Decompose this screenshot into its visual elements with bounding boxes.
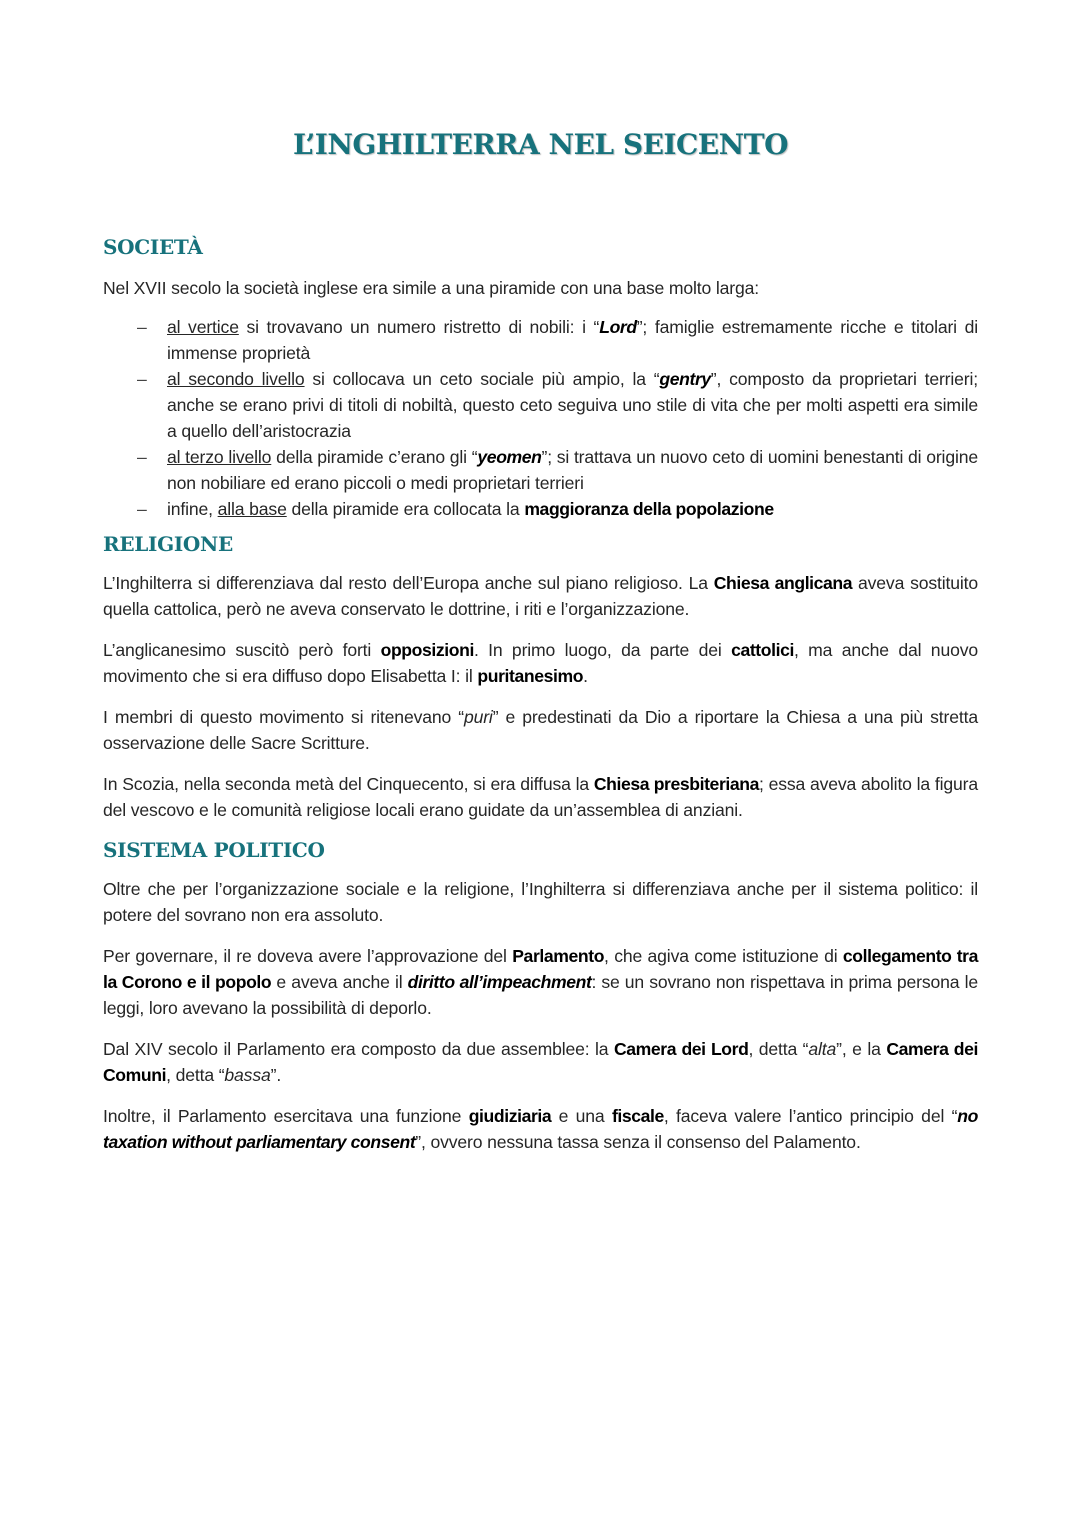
bold-italic-term: no taxation without parliamentary consent	[103, 1106, 978, 1152]
list-item	[103, 496, 978, 522]
text-run: ”, e la	[836, 1039, 887, 1059]
text-run: I membri di questo movimento si ritenevano “	[103, 707, 464, 727]
bold-term: fiscale	[611, 1106, 664, 1126]
bold-term: Camera dei Comuni	[103, 1039, 978, 1085]
bold-italic-term: Lord	[599, 317, 637, 337]
text-run: ”; famiglie estremamente ricche e titolari di immense proprietà	[167, 317, 978, 363]
text-run: , detta “	[748, 1039, 809, 1059]
text-run: L’anglicanesimo suscitò però forti	[103, 640, 381, 660]
italic-term: alta	[808, 1039, 837, 1059]
text-run: della piramide era collocata la	[286, 499, 525, 519]
bold-term: puritanesimo	[477, 666, 584, 686]
text-run: e aveva anche il	[271, 972, 408, 992]
bold-term: cattolici	[731, 640, 794, 660]
text-run: della piramide c’erano gli “	[271, 447, 478, 467]
bold-term: Chiesa anglicana	[713, 573, 853, 593]
paragraph	[103, 1036, 978, 1088]
paragraph	[103, 704, 978, 756]
dash-bullet: –	[137, 317, 147, 337]
list-item	[103, 366, 978, 444]
text-run: : se un sovrano non rispettava in prima persona le leggi, loro avevano la possibilità di deporlo.	[103, 972, 978, 1018]
text-run: . In primo luogo, da parte dei	[473, 640, 732, 660]
text-run: aveva sostituito quella cattolica, però ne aveva conservato le dottrine, i riti e l’organizzazione.	[103, 573, 978, 619]
text-run: .	[583, 666, 588, 686]
text-run: , faceva valere l’antico principio del “	[663, 1106, 958, 1126]
text-run: ; essa aveva abolito la figura del vescovo e le comunità religiose locali erano guidate da un’assemblea di anziani.	[103, 774, 978, 820]
paragraph	[103, 876, 978, 928]
bold-term: Chiesa presbiteriana	[593, 774, 759, 794]
text-run: e una	[551, 1106, 612, 1126]
section-societa	[103, 235, 978, 522]
paragraph	[103, 637, 978, 689]
bold-term: giudiziaria	[468, 1106, 552, 1126]
text-run: ” e predestinati da Dio a riportare la Chiesa a una più stretta osservazione delle Sacre Scritture.	[103, 707, 978, 753]
text-run: ”; si trattava un nuovo ceto di uomini benestanti di origine non nobiliare ed erano piccoli o medi proprietari terrieri	[167, 447, 978, 493]
section-heading-religione: RELIGIONE	[103, 532, 233, 556]
bold-italic-term: yeomen	[477, 447, 542, 467]
paragraph	[103, 570, 978, 622]
document-page	[103, 128, 978, 1170]
text-run: Dal XIV secolo il Parlamento era composto da due assemblee: la	[103, 1039, 614, 1059]
societa-intro: Nel XVII secolo la società inglese era simile a una piramide con una base molto larga:	[103, 278, 760, 298]
bold-term: opposizioni	[380, 640, 474, 660]
italic-term: puri	[463, 707, 493, 727]
bold-term: Parlamento	[512, 946, 605, 966]
list-item	[103, 314, 978, 366]
dash-bullet: –	[137, 499, 147, 519]
bold-italic-term: diritto all’impeachment	[407, 972, 592, 992]
underlined-text: al secondo livello	[167, 369, 305, 389]
dash-bullet: –	[137, 369, 147, 389]
bold-term: maggioranza della popolazione	[524, 499, 774, 519]
text-run: , ma anche dal nuovo movimento che si era diffuso dopo Elisabetta I: il	[103, 640, 978, 686]
text-run: si collocava un ceto sociale più ampio, la “	[304, 369, 660, 389]
pyramid-list	[103, 314, 978, 522]
section-religione	[103, 532, 978, 823]
text-run: Oltre che per l’organizzazione sociale e la religione, l’Inghilterra si differenziava anche per il sistema politico: il potere del sovrano non era assoluto.	[103, 879, 978, 925]
text-run: si trovavano un numero ristretto di nobili: i “	[238, 317, 600, 337]
section-heading-sistema-politico: SISTEMA POLITICO	[103, 838, 325, 862]
italic-term: bassa	[224, 1065, 271, 1085]
underlined-text: al vertice	[167, 317, 239, 337]
text-run: ”, ovvero nessuna tassa senza il consenso del Palamento.	[415, 1132, 861, 1152]
list-item	[103, 444, 978, 496]
paragraph	[103, 771, 978, 823]
underlined-text: alla base	[217, 499, 287, 519]
underlined-text: al terzo livello	[167, 447, 272, 467]
section-heading-societa: SOCIETÀ	[103, 235, 203, 259]
text-run: Per governare, il re doveva avere l’approvazione del	[103, 946, 513, 966]
bold-term: collegamento tra la Corono e il popolo	[103, 946, 978, 992]
document-title: L’INGHILTERRA NEL SEICENTO	[293, 128, 788, 161]
text-run: ”, composto da proprietari terrieri; anche se erano privi di titoli di nobiltà, questo ceto seguiva uno stile di vita che per molti aspetti era simile a quello dell’aristocrazia	[167, 369, 978, 441]
paragraph	[103, 1103, 978, 1155]
section-sistema-politico	[103, 838, 978, 1155]
bold-italic-term: gentry	[659, 369, 711, 389]
dash-bullet: –	[137, 447, 147, 467]
text-run: , detta “	[166, 1065, 225, 1085]
text-run: L’Inghilterra si differenziava dal resto dell’Europa anche sul piano religioso. La	[103, 573, 714, 593]
paragraph	[103, 943, 978, 1021]
text-run: ”.	[270, 1065, 282, 1085]
text-run: infine,	[167, 499, 218, 519]
bold-term: Camera dei Lord	[613, 1039, 749, 1059]
text-run: , che agiva come istituzione di	[604, 946, 843, 966]
text-run: In Scozia, nella seconda metà del Cinquecento, si era diffusa la	[103, 774, 594, 794]
text-run: Inoltre, il Parlamento esercitava una funzione	[103, 1106, 469, 1126]
